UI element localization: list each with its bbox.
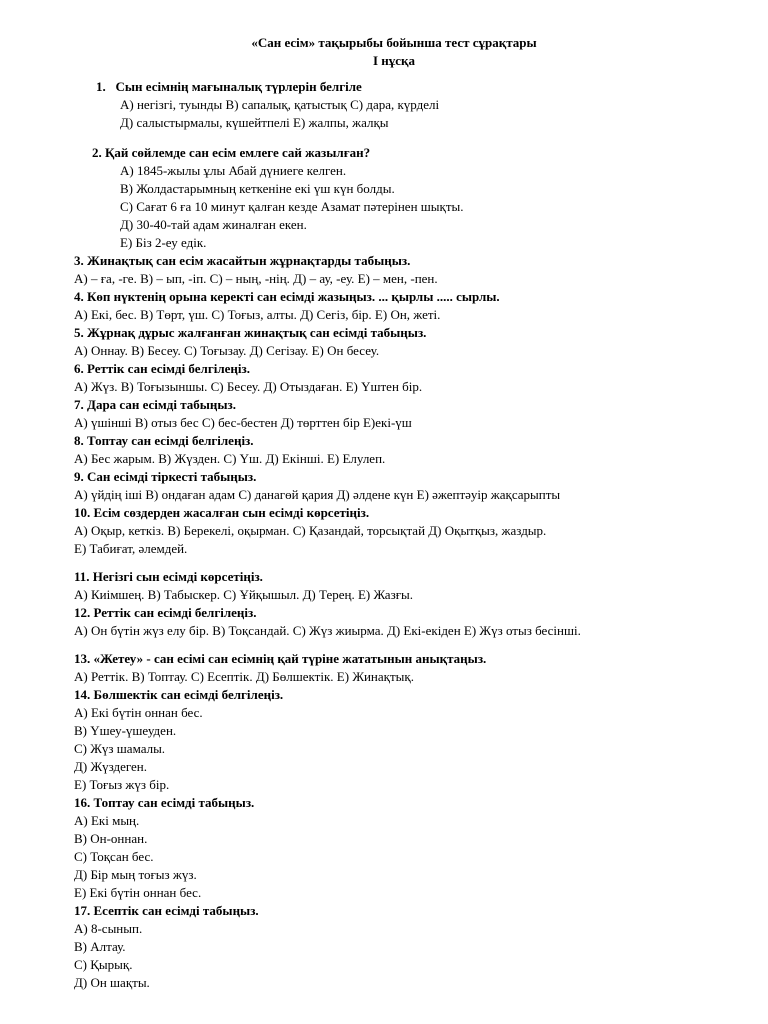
question-17-option-c: С) Қырық.: [74, 957, 133, 972]
question-8-text: 8. Топтау сан есімді белгілеңіз.: [74, 433, 254, 448]
question-6-text: 6. Реттік сан есімді белгілеңіз.: [74, 361, 250, 376]
question-16-option-d: Д) Бір мың тоғыз жүз.: [74, 867, 197, 882]
question-17-option-b: В) Алтау.: [74, 939, 126, 954]
question-6-options: А) Жүз. В) Тоғызыншы. С) Бесеу. Д) Отыздаған. Е) Үштен бір.: [74, 379, 423, 394]
question-10-options-line-2: Е) Табиғат, әлемдей.: [74, 541, 188, 556]
question-14-option-b: В) Үшеу-үшеуден.: [74, 723, 177, 738]
questions-11-12: [74, 568, 738, 640]
question-7-text: 7. Дара сан есімді табыңыз.: [74, 397, 237, 412]
question-14-option-e: Е) Тоғыз жүз бір.: [74, 777, 170, 792]
question-7-options: А) үшінші В) отыз бес С) бес-бестен Д) төрттен бір Е)екі-үш: [74, 415, 412, 430]
question-1-options-line-2: Д) салыстырмалы, күшейтпелі Е) жалпы, жалқы: [120, 115, 389, 130]
question-3-text: 3. Жинақтық сан есім жасайтын жұрнақтарды табыңыз.: [74, 253, 411, 268]
question-4-text: 4. Көп нүктенің орына керекті сан есімді жазыңыз. ... қырлы ..... сырлы.: [74, 289, 500, 304]
question-16-option-c: С) Тоқсан бес.: [74, 849, 154, 864]
question-14-option-a: А) Екі бүтін оннан бес.: [74, 705, 203, 720]
question-2-option-e: Е) Біз 2-еу едік.: [120, 235, 207, 250]
question-3-options: А) – ға, -ге. В) – ып, -іп. С) – ның, -нің. Д) – ау, -еу. Е) – мен, -пен.: [74, 271, 438, 286]
question-1: [74, 78, 738, 132]
question-14-text: 14. Бөлшектік сан есімді белгілеңіз.: [74, 687, 284, 702]
question-14-option-d: Д) Жүздеген.: [74, 759, 148, 774]
question-2-option-b: В) Жолдастарымның кеткеніне екі үш күн болды.: [120, 181, 395, 196]
question-8-options: А) Бес жарым. В) Жүзден. С) Үш. Д) Екінші. Е) Елулеп.: [74, 451, 386, 466]
question-14-option-c: С) Жүз шамалы.: [74, 741, 166, 756]
question-2-option-c: С) Сағат 6 ға 10 минут қалған кезде Азамат пәтерінен шықты.: [120, 199, 464, 214]
question-16-option-a: А) Екі мың.: [74, 813, 140, 828]
document-title: «Сан есім» тақырыбы бойынша тест сұрақтары: [251, 35, 537, 50]
question-17-text: 17. Есептік сан есімді табыңыз.: [74, 903, 259, 918]
question-2-option-a: А) 1845-жылы ұлы Абай дүниеге келген.: [120, 163, 347, 178]
question-16-option-e: Е) Екі бүтін оннан бес.: [74, 885, 202, 900]
question-2-text: 2. Қай сөйлемде сан есім емлеге сай жазылған?: [92, 145, 371, 160]
question-9-text: 9. Сан есімді тіркесті табыңыз.: [74, 469, 257, 484]
variant-title: І нұсқа: [372, 53, 416, 68]
question-12-options: А) Он бүтін жүз елу бір. В) Тоқсандай. С) Жүз жиырма. Д) Екі-екіден Е) Жүз отыз бесінші.: [74, 623, 581, 638]
question-1-text: 1. Сын есімнің мағыналық түрлерін белгіле: [96, 79, 362, 94]
question-11-options: А) Киімшең. В) Табыскер. С) Ұйқышыл. Д) Терең. Е) Жазғы.: [74, 587, 414, 602]
question-12-text: 12. Реттік сан есімді белгілеңіз.: [74, 605, 257, 620]
question-11-text: 11. Негізгі сын есімді көрсетіңіз.: [74, 569, 263, 584]
question-5-options: А) Оннау. В) Бесеу. С) Тоғызау. Д) Сегізау. Е) Он бесеу.: [74, 343, 380, 358]
question-17-option-d: Д) Он шақты.: [74, 975, 150, 990]
question-5-text: 5. Жұрнақ дұрыс жалғанған жинақтық сан есімді табыңыз.: [74, 325, 427, 340]
question-10-text: 10. Есім сөздерден жасалған сын есімді көрсетіңіз.: [74, 505, 370, 520]
question-1-options-line-1: А) негізгі, туынды В) сапалық, қатыстық С) дара, күрделі: [120, 97, 440, 112]
question-10-options: А) Оқыр, кеткіз. В) Берекелі, оқырман. С) Қазандай, торсықтай Д) Оқытқыз, жаздыр.: [74, 523, 547, 538]
question-13-text: 13. «Жетеу» - сан есімі сан есімнің қай түріне жататынын анықтаңыз.: [74, 651, 487, 666]
question-2-option-d: Д) 30-40-тай адам жиналған екен.: [120, 217, 307, 232]
question-17-option-a: А) 8-сынып.: [74, 921, 143, 936]
question-4-options: А) Екі, бес. В) Төрт, үш. С) Тоғыз, алты. Д) Сегіз, бір. Е) Он, жеті.: [74, 307, 441, 322]
questions-13-17: [74, 650, 738, 992]
question-9-options: А) үйдің іші В) ондаған адам С) данагөй қария Д) әлдене күн Е) әжептәуір жақсарыпты: [74, 487, 561, 502]
question-16-text: 16. Топтау сан есімді табыңыз.: [74, 795, 255, 810]
question-13-options: А) Реттік. В) Топтау. С) Есептік. Д) Бөлшектік. Е) Жинақтық.: [74, 669, 414, 684]
question-16-option-b: В) Он-оннан.: [74, 831, 148, 846]
question-2: [74, 144, 738, 252]
questions-3-10: [74, 252, 738, 558]
